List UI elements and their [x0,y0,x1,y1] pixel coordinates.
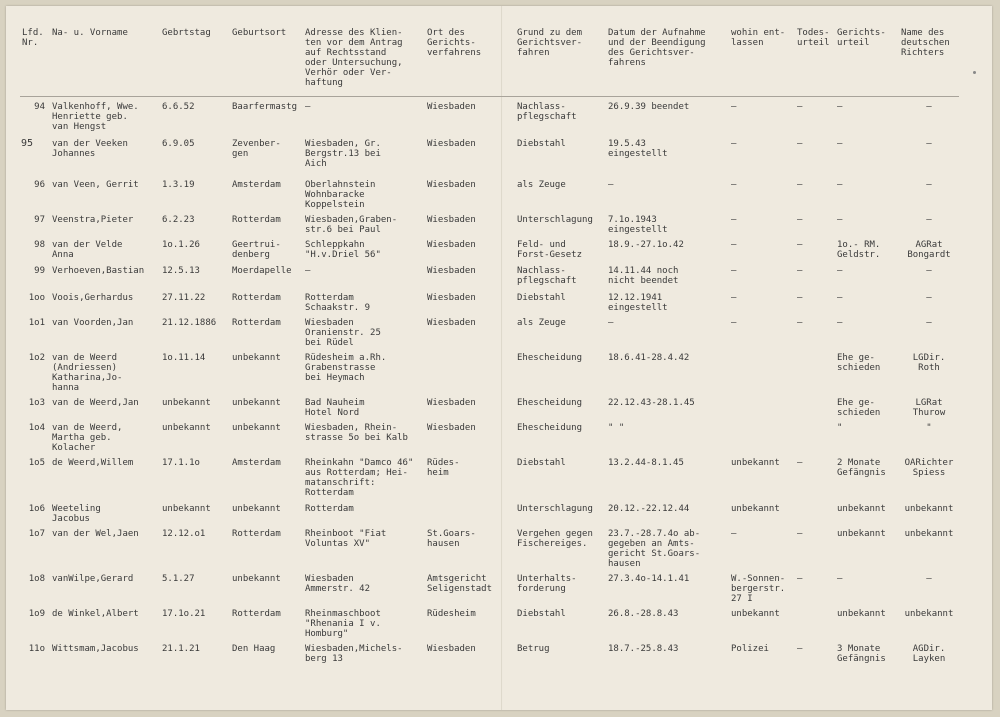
table-cell: – [926,179,932,190]
table-cell: unbekannt [731,608,780,619]
column-header: Grund zu dem Gerichtsver- fahren [515,28,606,97]
table-cell [729,393,795,418]
table-cell: Diebstahl [517,138,566,149]
table-cell: unbekannt [162,422,211,433]
table-cell: – [797,317,803,328]
table-cell: – [797,265,803,276]
table-cell: 7.1o.1943 eingestellt [608,214,668,235]
table-cell: Schleppkahn "H.v.Driel 56" [305,239,381,260]
table-cell: van Veen, Gerrit [52,179,139,190]
table-cell: Rotterdam [232,214,281,225]
table-cell: van de Weerd, Martha geb. Kolacher [52,422,123,453]
table-cell: – [837,214,843,225]
column-header: Datum der Aufnahme und der Beendigung des Gerichtsver- fahrens [606,28,729,97]
table-cell: 6.6.52 [162,102,195,112]
table-cell: – [837,179,843,190]
row-number [20,134,50,175]
table-cell: " [926,422,932,433]
table-cell: Diebstahl [517,292,566,303]
table-cell: 21.12.1886 [162,317,217,328]
table-cell: Feld- und Forst-Gesetz [517,239,583,260]
table-cell: – [731,528,737,539]
row-number: 1o6 [28,503,45,514]
table-cell: Nachlass- pflegschaft [517,265,577,286]
row-number: 96 [34,179,45,190]
row-number: 1o9 [28,608,45,619]
table-cell: – [926,138,932,149]
punch-mark [973,71,976,74]
table-cell [795,604,835,639]
table-cell: – [731,102,737,112]
table-cell: – [837,138,843,149]
table-cell: Wiesbaden Oranienstr. 25 bei Rüdel [305,317,381,348]
table-cell: Rüdes- heim [427,457,460,478]
table-cell: " " [608,422,625,433]
table-cell: – [837,265,843,276]
table-cell: als Zeuge [517,179,566,190]
table-cell: 23.7.-28.7.4o ab- gegeben an Amts- gericht St.Goars- hausen [608,528,701,569]
table-cell: Bad Nauheim Hotel Nord [305,397,365,418]
table-cell [729,418,795,453]
table-cell: Veenstra,Pieter [52,214,134,225]
table-row [20,235,959,261]
table-cell: Moerdapelle [232,265,292,276]
table-cell: 19.5.43 eingestellt [608,138,668,159]
table-cell: – [926,265,932,276]
table-cell: van de Weerd (Andriessen) Katharina,Jo- hanna [52,352,123,393]
row-number: 1o5 [28,457,45,468]
column-header: Na- u. Vorname [50,28,160,97]
row-number: 1o4 [28,422,45,433]
table-cell: Rüdesheim a.Rh. Grabenstrasse bei Heymach [305,352,387,383]
table-cell: 1.3.19 [162,179,195,190]
table-cell [425,348,515,393]
table-cell: 12.12.o1 [162,528,206,539]
table-cell: " [837,422,843,433]
row-number: 1o7 [28,528,45,539]
table-row [20,604,959,639]
table-cell: unbekannt [232,573,281,584]
table-cell: unbekannt [162,397,211,408]
table-cell: – [608,179,614,190]
table-cell: Polizei [731,643,769,654]
table-cell: Unterschlagung [517,214,593,225]
table-cell: Den Haag [232,643,276,654]
table-cell: Amsterdam [232,179,281,190]
table-cell: – [797,239,803,250]
table-cell: Wiesbaden [427,317,476,328]
table-cell: van der Veeken Johannes [52,138,128,159]
table-cell: unbekannt [837,608,886,619]
table-row [20,210,959,235]
table-row [20,524,959,569]
table-cell [795,418,835,453]
table-cell: Wiesbaden [427,265,476,276]
table-cell: Diebstahl [517,608,566,619]
table-cell: Wiesbaden [427,179,476,190]
table-cell: – [731,138,737,149]
table-cell: W.-Sonnen- bergerstr. 27 I [731,573,786,604]
table-cell: Diebstahl [517,457,566,468]
table-cell: unbekannt [232,503,281,514]
table-body [20,97,959,679]
table-cell: – [305,265,311,276]
table-cell: Amsterdam [232,457,281,468]
table-cell: 2 Monate Gefängnis [837,457,886,478]
table-cell: 12.12.1941 eingestellt [608,292,668,313]
table-cell: unbekannt [232,422,281,433]
row-number: 97 [34,214,45,225]
column-header: Gebrtstag [160,28,230,97]
table-cell [795,393,835,418]
row-number: 94 [34,102,45,112]
table-cell: Wiesbaden,Graben- str.6 bei Paul [305,214,398,235]
table-cell: unbekannt [837,503,886,514]
table-cell: 12.5.13 [162,265,200,276]
table-cell: Rotterdam Schaakstr. 9 [305,292,371,313]
table-cell: Wiesbaden [427,214,476,225]
table-cell: AGRat Bongardt [907,239,951,260]
table-cell: Geertrui- denberg [232,239,281,260]
table-cell: Nachlass- pflegschaft [517,102,577,122]
column-header: Todes- urteil [795,28,835,97]
table-cell: Oberlahnstein Wohnbaracke Koppelstein [305,179,376,210]
table-cell [795,499,835,524]
row-number: 1o1 [28,317,45,328]
table-cell: OARichter Spiess [904,457,954,478]
table-row [20,175,959,210]
table-cell: unbekannt [731,503,780,514]
table-cell: Rheinboot "Fiat Voluntas XV" [305,528,387,549]
table-cell: – [797,573,803,584]
table-cell [729,348,795,393]
column-header: Ort des Gerichts- verfahrens [425,28,515,97]
table-cell: – [837,102,843,112]
table-cell: 27.3.4o-14.1.41 [608,573,690,584]
document-sheet [6,6,992,710]
table-cell: – [797,292,803,303]
table-cell: Amtsgericht Seligenstadt [427,573,493,594]
table-cell: van de Weerd,Jan [52,397,139,408]
table-cell: – [608,317,614,328]
table-cell: Rotterdam [232,528,281,539]
table-cell: – [926,102,932,112]
table-row [20,499,959,524]
table-cell: Rotterdam [232,608,281,619]
table-cell: Wiesbaden,Michels- berg 13 [305,643,403,664]
table-cell: – [305,102,311,112]
table-row [20,348,959,393]
table-cell: als Zeuge [517,317,566,328]
table-cell: 5.1.27 [162,573,195,584]
table-cell: 13.2.44-8.1.45 [608,457,684,468]
table-row [20,453,959,499]
table-row [20,313,959,348]
table-cell: LGRat Thurow [912,397,946,418]
row-number: 1o3 [28,397,45,408]
table-cell: de Weerd,Willem [52,457,134,468]
table-row [20,288,959,313]
table-cell: unbekannt [162,503,211,514]
column-header: Adresse des Klien- ten vor dem Antrag auf Rechtsstand oder Untersuchung, Verhör oder Ver- haftung [303,28,425,97]
table-cell: – [731,179,737,190]
table-cell: 18.6.41-28.4.42 [608,352,690,363]
table-cell: – [731,239,737,250]
table-cell: Wiesbaden [427,102,476,112]
table-cell: – [837,573,843,584]
table-cell: Wittsmam,Jacobus [52,643,139,654]
column-header: Lfd. Nr. [20,28,50,97]
row-number: 99 [34,265,45,276]
table-cell: 1o.1.26 [162,239,200,250]
table-cell: Wiesbaden Ammerstr. 42 [305,573,371,594]
table-cell: 18.7.-25.8.43 [608,643,679,654]
table-cell: van der Velde Anna [52,239,123,260]
table-cell: Wiesbaden [427,397,476,408]
table-cell: Vergehen gegen Fischereiges. [517,528,593,549]
table-cell: 6.9.05 [162,138,195,149]
table-cell: Ehescheidung [517,422,583,433]
table-cell: – [731,214,737,225]
table-cell: 1o.- RM. Geldstr. [837,239,881,260]
table-cell: – [797,179,803,190]
table-cell: Rotterdam [305,503,354,514]
table-cell: Ehescheidung [517,397,583,408]
table-cell: Rheinkahn "Damco 46" aus Rotterdam; Hei- matanschrift: Rotterdam [305,457,414,498]
table-cell: vanWilpe,Gerard [52,573,134,584]
table-row [20,418,959,453]
table-cell: Verhoeven,Bastian [52,265,145,276]
table-cell: – [797,528,803,539]
table-cell: – [797,643,803,654]
table-cell: 21.1.21 [162,643,200,654]
table-cell: Betrug [517,643,550,654]
table-cell: Ehescheidung [517,352,583,363]
table-cell: Ehe ge- schieden [837,352,881,373]
table-cell: 26.9.39 beendet [608,102,690,112]
table-cell: unbekannt [904,503,954,514]
table-cell: LGDir. Roth [912,352,946,373]
table-cell: Zevenber- gen [232,138,281,159]
table-cell: 1o.11.14 [162,352,206,363]
table-cell: – [926,292,932,303]
outside-row-number: 95 [20,137,33,149]
table-cell: Rotterdam [232,317,281,328]
table-cell: de Winkel,Albert [52,608,139,619]
table-cell: Wiesbaden [427,643,476,654]
table-row [20,134,959,175]
table-cell: Wiesbaden [427,292,476,303]
table-cell: – [797,457,803,468]
table-cell: van der Wel,Jaen [52,528,139,539]
table-cell: Valkenhoff, Wwe. Henriette geb. van Hengst [52,102,139,132]
table-row [20,569,959,604]
table-cell: Wiesbaden, Rhein- strasse 5o bei Kalb [305,422,408,443]
table-cell: St.Goars- hausen [427,528,476,549]
table-cell: Unterschlagung [517,503,593,514]
table-cell: AGDir. Layken [912,643,946,664]
court-records-table [20,28,959,679]
table-cell: 26.8.-28.8.43 [608,608,679,619]
row-number: 1oo [28,292,45,303]
table-cell: van Voorden,Jan [52,317,134,328]
column-header: Geburtsort [230,28,303,97]
column-header: Gerichts- urteil [835,28,899,97]
table-cell: – [926,317,932,328]
table-cell [425,499,515,524]
table-cell: Wiesbaden [427,239,476,250]
table-row [20,639,959,679]
table-row [20,261,959,288]
row-number: 11o [28,643,45,654]
table-cell [795,348,835,393]
column-header: Name des deutschen Richters [899,28,959,97]
table-cell: Rheinmaschboot "Rhenania I v. Homburg" [305,608,381,639]
table-cell: 3 Monate Gefängnis [837,643,886,664]
table-cell: Unterhalts- forderung [517,573,577,594]
table-cell: 22.12.43-28.1.45 [608,397,695,408]
table-cell: – [797,102,803,112]
table-cell: 27.11.22 [162,292,206,303]
table-cell: – [731,265,737,276]
table-row [20,97,959,134]
table-cell: Voois,Gerhardus [52,292,134,303]
table-cell: Rüdesheim [427,608,476,619]
table-cell: 18.9.-27.1o.42 [608,239,684,250]
table-cell: Ehe ge- schieden [837,397,881,418]
table-cell: – [837,292,843,303]
row-number: 1o8 [28,573,45,584]
table-cell: 17.1o.21 [162,608,206,619]
table-cell: – [731,317,737,328]
table-cell: unbekannt [731,457,780,468]
table-cell: – [731,292,737,303]
table-cell: unbekannt [232,397,281,408]
table-cell: Wiesbaden [427,422,476,433]
table-cell: Weeteling Jacobus [52,503,101,524]
row-number: 98 [34,239,45,250]
table-cell: Baarfermastg [232,102,298,112]
table-cell: – [797,214,803,225]
table-cell: unbekannt [232,352,281,363]
table-cell: 17.1.1o [162,457,200,468]
table-cell: 20.12.-22.12.44 [608,503,690,514]
table-header-row [20,28,959,97]
table-cell: – [837,317,843,328]
table-cell: unbekannt [837,528,886,539]
table-cell: – [926,214,932,225]
table-cell: unbekannt [904,528,954,539]
table-cell: 6.2.23 [162,214,195,225]
table-cell: Rotterdam [232,292,281,303]
table-cell: Wiesbaden [427,138,476,149]
table-row [20,393,959,418]
table-cell: unbekannt [904,608,954,619]
table-cell: Wiesbaden, Gr. Bergstr.13 bei Aich [305,138,381,169]
table-cell: – [797,138,803,149]
table-cell: – [926,573,932,584]
column-header: wohin ent- lassen [729,28,795,97]
table-cell: 14.11.44 noch nicht beendet [608,265,679,286]
row-number: 1o2 [28,352,45,363]
